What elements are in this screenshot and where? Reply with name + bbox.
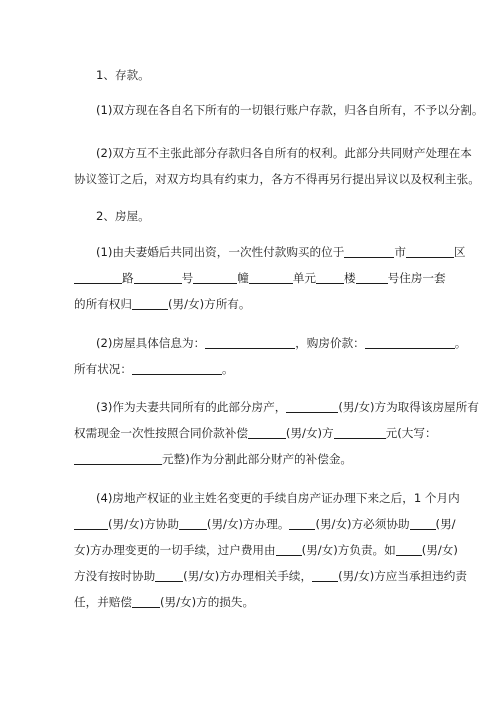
blank-floor	[316, 271, 344, 284]
blank-party	[286, 400, 338, 413]
blank-party	[132, 595, 160, 608]
blank-amount	[334, 426, 386, 439]
paragraph-line: (1)由夫妻婚后共同出资，一次性付款购买的位于 市 区	[96, 245, 466, 259]
blank-party	[155, 569, 183, 582]
blank-party	[248, 426, 286, 439]
paragraph-line: 女)方办理变更的一切手续，过户费用由 (男/女)方负责。如 (男/女)	[74, 543, 458, 557]
section-2-heading: 2、房屋。	[96, 209, 150, 223]
blank-party	[312, 569, 338, 582]
paragraph-line: 元整)作为分割此部分财产的补偿金。	[74, 446, 426, 472]
blank-party	[396, 543, 422, 556]
blank-owner	[132, 297, 168, 310]
section-1-paragraph-2: (2)双方互不主张此部分存款归各自所有的权利。此部分共同财产处理在本 协议签订之后，对双方均具有约束力，各方不得再另行提出异议以及权利主张。	[74, 146, 480, 186]
blank-party	[410, 517, 436, 530]
blank-house-info	[205, 336, 295, 349]
paragraph-line: 路 号 幢 单元 楼 号住房一套	[74, 265, 426, 291]
blank-amount-capital	[74, 452, 162, 465]
paragraph-line: (2)房屋具体信息为： ，购房价款： 。	[96, 336, 467, 350]
blank-party	[276, 543, 302, 556]
paragraph-line: 方没有按时协助 (男/女)方办理相关手续， (男/女)方应当承担违约责	[74, 569, 467, 583]
blank-building	[193, 271, 237, 284]
section-1-paragraph-1: (1)双方现在各自名下所有的一切银行账户存款，归各自所有，不予以分割。	[96, 103, 484, 117]
blank-unit	[249, 271, 293, 284]
blank-room	[356, 271, 388, 284]
section-2-paragraph-1	[74, 239, 466, 317]
paragraph-line: (4)房地产权证的业主姓名变更的手续自房产证办理下来之后，1 个月内	[96, 491, 460, 505]
blank-status	[132, 362, 222, 375]
paragraph-line: (3)作为夫妻共同所有的此部分房产， (男/女)方为取得该房屋所有	[96, 400, 479, 414]
blank-road	[74, 271, 122, 284]
blank-number	[134, 271, 182, 284]
paragraph-line: 所有状况： 。	[74, 362, 234, 376]
section-2-paragraph-3	[74, 394, 479, 472]
blank-district	[406, 245, 454, 258]
blank-city	[344, 245, 394, 258]
paragraph-line: 的所有权归 (男/女)方所有。	[74, 297, 251, 311]
blank-party	[289, 517, 315, 530]
section-2-paragraph-4	[74, 485, 467, 615]
paragraph-line: 任，并赔偿 (男/女)方的损失。	[74, 595, 255, 609]
blank-price	[365, 336, 455, 349]
blank-party	[74, 517, 108, 530]
paragraph-line: (男/女)方协助 (男/女)方办理。 (男/女)方必须协助 (男/	[74, 511, 426, 537]
section-2-paragraph-2	[74, 330, 467, 382]
blank-party	[179, 517, 207, 530]
section-1-heading: 1、存款。	[96, 68, 150, 82]
paragraph-line: 权需现金一次性按照合同价款补偿 (男/女)方 元(大写：	[74, 426, 437, 440]
